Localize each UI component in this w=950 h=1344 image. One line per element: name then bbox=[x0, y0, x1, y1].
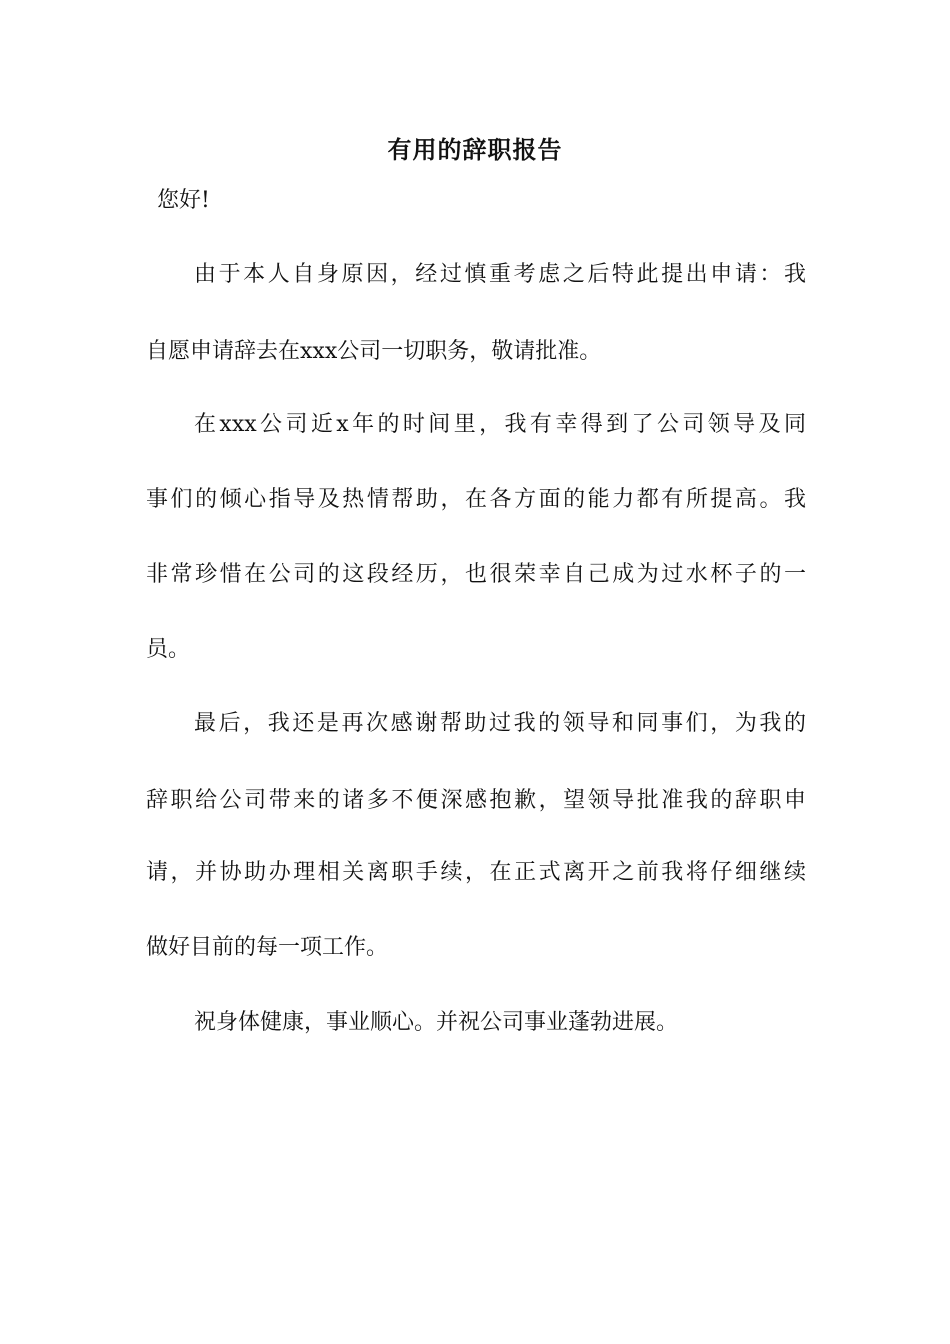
document-title: 有用的辞职报告 bbox=[387, 135, 563, 164]
paragraph-2-line-2: 事们的倾心指导及热情帮助，在各方面的能力都有所提高。我 bbox=[146, 487, 806, 512]
paragraph-2-line-1: 在xxx公司近x年的时间里，我有幸得到了公司领导及同 bbox=[194, 412, 806, 437]
paragraph-3-line-3: 请，并协助办理相关离职手续，在正式离开之前我将仔细继续 bbox=[146, 860, 806, 885]
paragraph-3-line-2: 辞职给公司带来的诸多不便深感抱歉，望领导批准我的辞职申 bbox=[146, 788, 806, 813]
paragraph-3-line-4: 做好目前的每一项工作。 bbox=[146, 935, 389, 960]
paragraph-1-line-1: 由于本人自身原因，经过慎重考虑之后特此提出申请：我 bbox=[194, 262, 806, 287]
paragraph-3-line-1: 最后，我还是再次感谢帮助过我的领导和同事们，为我的 bbox=[194, 711, 806, 736]
greeting-line: 您好! bbox=[157, 188, 210, 213]
paragraph-2-line-4: 员。 bbox=[146, 637, 191, 662]
closing-line: 祝身体健康，事业顺心。并祝公司事业蓬勃进展。 bbox=[194, 1010, 679, 1035]
paragraph-2-line-3: 非常珍惜在公司的这段经历，也很荣幸自己成为过水杯子的一 bbox=[146, 562, 806, 587]
paragraph-1-line-2: 自愿申请辞去在xxx公司一切职务，敬请批准。 bbox=[146, 339, 602, 364]
